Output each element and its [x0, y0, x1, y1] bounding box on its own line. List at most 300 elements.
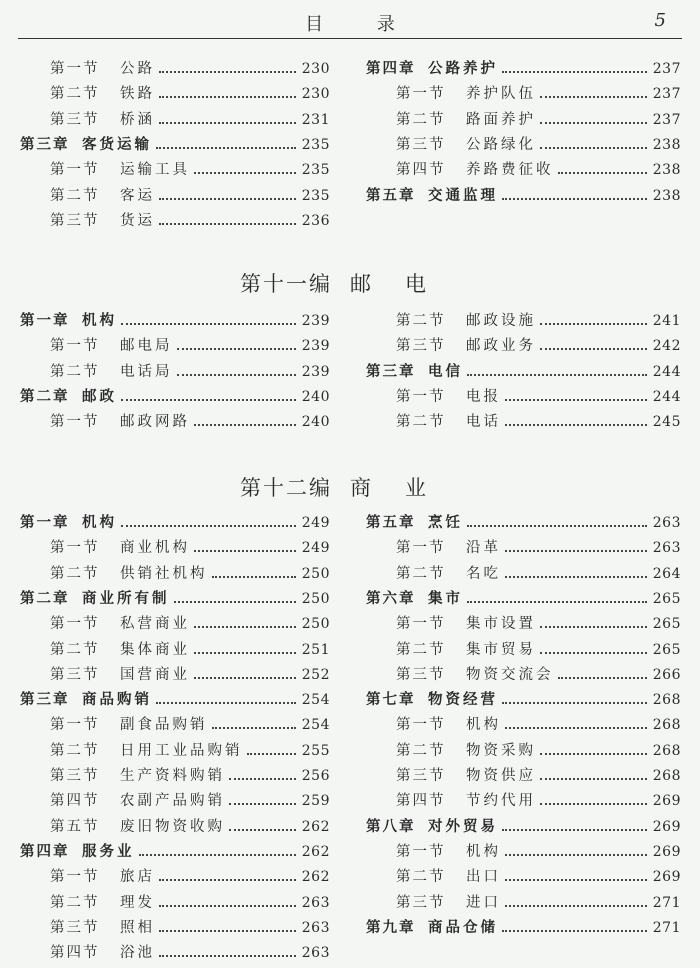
entry-page-number: 238	[652, 187, 681, 204]
entry-number: 第五章	[366, 514, 416, 531]
dot-leader	[121, 525, 296, 527]
entry-page-number: 268	[652, 768, 681, 784]
entry-page-number: 242	[652, 338, 681, 355]
entry-page-number: 239	[301, 363, 330, 380]
entry-number: 第一节	[396, 843, 446, 860]
entry-page-number: 266	[652, 666, 681, 683]
toc-chapter-entry[interactable]	[366, 916, 681, 938]
entry-number: 第三章	[20, 691, 70, 709]
dot-leader	[540, 147, 647, 149]
entry-number: 第二节	[396, 313, 446, 329]
entry-title: 邮政网路	[120, 414, 190, 431]
entry-number: 第二节	[50, 565, 100, 582]
entry-page-number: 240	[301, 388, 330, 405]
entry-page-number: 254	[301, 692, 330, 709]
dot-leader	[505, 576, 647, 578]
entry-page-number: 235	[301, 187, 330, 204]
entry-number: 第一节	[50, 414, 100, 431]
toc-section-entry[interactable]	[50, 891, 330, 913]
entry-title: 副食品购销	[120, 717, 208, 734]
dot-leader	[174, 601, 296, 603]
dot-leader	[558, 677, 647, 679]
dot-leader	[121, 323, 296, 325]
entry-title: 供销社机构	[120, 565, 208, 582]
entry-title: 生产资料购销	[120, 768, 225, 784]
entry-number: 第五章	[366, 186, 416, 204]
entry-page-number: 262	[301, 818, 330, 835]
part-number: 第十二编	[240, 476, 332, 500]
dot-leader	[159, 71, 296, 73]
entry-number: 第二节	[50, 187, 100, 204]
dot-leader	[194, 652, 296, 654]
dot-leader	[467, 374, 647, 376]
entry-title: 日用工业品购销	[120, 742, 243, 759]
toc-chapter-entry[interactable]	[366, 511, 681, 533]
entry-title: 农副产品购销	[120, 793, 225, 810]
dot-leader	[505, 905, 647, 907]
entry-page-number: 236	[301, 212, 330, 229]
toc-column	[366, 511, 681, 941]
entry-page-number: 268	[652, 692, 681, 709]
toc-section-entry[interactable]	[396, 410, 681, 432]
part-heading	[0, 268, 700, 298]
toc-section-entry[interactable]	[396, 108, 681, 130]
entry-number: 第一节	[396, 616, 446, 633]
entry-number: 第一节	[396, 717, 446, 734]
entry-title: 公路养护	[428, 60, 498, 77]
entry-page-number: 237	[652, 111, 681, 128]
dot-leader	[159, 223, 296, 225]
entry-page-number: 251	[301, 641, 330, 658]
entry-page-number: 237	[652, 61, 681, 77]
dot-leader	[502, 71, 647, 73]
toc-chapter-entry[interactable]	[20, 587, 330, 609]
dot-leader	[159, 879, 296, 881]
entry-number: 第二节	[396, 111, 446, 128]
entry-title: 物资经营	[428, 691, 498, 709]
entry-number: 第一节	[50, 869, 100, 886]
entry-title: 机构	[466, 717, 501, 734]
part-heading	[0, 472, 700, 502]
toc-section-entry[interactable]	[50, 108, 330, 130]
toc-section-entry[interactable]	[396, 865, 681, 887]
entry-title: 浴池	[120, 945, 155, 962]
toc-section-entry[interactable]	[50, 82, 330, 104]
entry-page-number: 244	[652, 363, 681, 380]
entry-page-number: 269	[652, 843, 681, 860]
part-title: 邮电	[350, 272, 460, 296]
entry-page-number: 241	[652, 313, 681, 329]
entry-page-number: 263	[301, 894, 330, 911]
toc-section-entry[interactable]	[396, 891, 681, 913]
toc-column	[366, 309, 681, 436]
entry-page-number: 240	[301, 414, 330, 431]
dot-leader	[502, 702, 647, 704]
entry-title: 养路费征收	[466, 162, 554, 179]
entry-title: 国营商业	[120, 666, 190, 683]
entry-title: 集体商业	[120, 641, 190, 658]
entry-number: 第二章	[20, 589, 70, 607]
part-number: 第十一编	[240, 272, 332, 296]
toc-section-entry[interactable]	[50, 209, 330, 231]
entry-number: 第三节	[50, 666, 100, 683]
entry-page-number: 265	[652, 616, 681, 633]
entry-title: 养护队伍	[466, 86, 536, 103]
entry-title: 机构	[82, 312, 117, 329]
entry-number: 第四节	[396, 793, 446, 810]
entry-title: 商业所有制	[82, 589, 170, 607]
toc-section-entry[interactable]	[50, 865, 330, 887]
entry-page-number: 262	[301, 869, 330, 886]
entry-title: 节约代用	[466, 793, 536, 810]
entry-page-number: 271	[652, 894, 681, 911]
dot-leader	[540, 348, 647, 350]
entry-page-number: 255	[301, 742, 330, 759]
dot-leader	[194, 677, 296, 679]
toc-chapter-entry[interactable]	[20, 511, 330, 533]
entry-number: 第三节	[396, 894, 446, 911]
entry-page-number: 249	[301, 540, 330, 557]
entry-number: 第二节	[50, 641, 100, 658]
entry-page-number: 263	[301, 945, 330, 962]
entry-number: 第三节	[396, 768, 446, 784]
entry-number: 第三节	[50, 212, 100, 229]
entry-title: 交通监理	[428, 186, 498, 204]
entry-page-number: 239	[301, 338, 330, 355]
dot-leader	[540, 652, 647, 654]
dot-leader	[159, 198, 296, 200]
entry-title: 物资供应	[466, 768, 536, 784]
dot-leader	[194, 172, 296, 174]
entry-number: 第二节	[50, 742, 100, 759]
entry-title: 集市设置	[466, 616, 536, 633]
entry-title: 名吃	[466, 565, 501, 582]
entry-number: 第四章	[366, 60, 416, 77]
toc-chapter-entry[interactable]	[366, 360, 681, 382]
toc-section-entry[interactable]	[396, 536, 681, 558]
dot-leader	[505, 399, 647, 401]
entry-title: 物资采购	[466, 742, 536, 759]
dot-leader	[156, 147, 296, 149]
toc-section-entry[interactable]	[50, 789, 330, 811]
dot-leader	[540, 96, 647, 98]
dot-leader	[194, 550, 296, 552]
toc-section-entry[interactable]	[396, 840, 681, 862]
toc-chapter-entry[interactable]	[366, 688, 681, 710]
entry-page-number: 230	[301, 61, 330, 77]
entry-page-number: 235	[301, 162, 330, 179]
entry-page-number: 265	[652, 641, 681, 658]
toc-section-entry[interactable]	[50, 739, 330, 761]
toc-section-entry[interactable]	[50, 360, 330, 382]
entry-title: 商品购销	[82, 691, 152, 709]
entry-page-number: 263	[301, 919, 330, 936]
dot-leader	[121, 399, 296, 401]
entry-page-number: 262	[301, 843, 330, 860]
toc-section-entry[interactable]	[50, 815, 330, 837]
entry-number: 第一节	[50, 162, 100, 179]
dot-leader	[159, 96, 296, 98]
toc-section-entry[interactable]	[50, 663, 330, 685]
dot-leader	[229, 829, 296, 831]
toc-section-entry[interactable]	[50, 713, 330, 735]
toc-column	[20, 57, 330, 234]
entry-number: 第一章	[20, 312, 70, 329]
entry-page-number: 244	[652, 388, 681, 405]
toc-chapter-entry[interactable]	[20, 385, 330, 407]
entry-number: 第二节	[50, 86, 100, 103]
entry-page-number: 256	[301, 768, 330, 784]
dot-leader	[505, 854, 647, 856]
toc-section-entry[interactable]	[396, 612, 681, 634]
dot-leader	[558, 172, 647, 174]
toc-section-entry[interactable]	[396, 663, 681, 685]
entry-title: 邮政业务	[466, 338, 536, 355]
dot-leader	[156, 702, 296, 704]
entry-number: 第九章	[366, 918, 416, 936]
toc-section-entry[interactable]	[50, 612, 330, 634]
entry-page-number: 263	[652, 540, 681, 557]
entry-number: 第一节	[50, 540, 100, 557]
entry-number: 第二章	[20, 387, 70, 405]
entry-title: 机构	[466, 843, 501, 860]
entry-page-number: 259	[301, 793, 330, 810]
dot-leader	[502, 930, 647, 932]
dot-leader	[505, 424, 647, 426]
entry-number: 第一节	[50, 717, 100, 734]
toc-section-entry[interactable]	[396, 158, 681, 180]
page-header	[18, 6, 682, 39]
dot-leader	[505, 727, 647, 729]
entry-title: 旅店	[120, 869, 155, 886]
part-title: 商业	[350, 476, 460, 500]
toc-section-entry[interactable]	[396, 309, 681, 331]
entry-page-number: 250	[301, 565, 330, 582]
entry-title: 电话局	[120, 363, 173, 380]
entry-title: 电话	[466, 414, 501, 431]
entry-page-number: 250	[301, 616, 330, 633]
toc-section-entry[interactable]	[396, 739, 681, 761]
entry-number: 第二节	[396, 869, 446, 886]
toc-section-entry[interactable]	[50, 764, 330, 786]
entry-title: 烹饪	[428, 514, 463, 531]
entry-title: 电信	[428, 362, 463, 380]
entry-page-number: 238	[652, 136, 681, 153]
toc-section-entry[interactable]	[396, 764, 681, 786]
entry-title: 机构	[82, 514, 117, 531]
entry-title: 商品仓储	[428, 918, 498, 936]
toc-section-entry[interactable]	[396, 82, 681, 104]
dot-leader	[159, 122, 296, 124]
entry-title: 沿革	[466, 540, 501, 557]
entry-page-number: 250	[301, 590, 330, 607]
dot-leader	[540, 122, 647, 124]
entry-number: 第一节	[50, 61, 100, 77]
entry-number: 第一节	[50, 616, 100, 633]
toc-section-entry[interactable]	[50, 638, 330, 660]
dot-leader	[229, 803, 296, 805]
toc-section-entry[interactable]	[396, 385, 681, 407]
toc-chapter-entry[interactable]	[20, 840, 330, 862]
entry-number: 第七章	[366, 691, 416, 709]
entry-number: 第二节	[50, 363, 100, 380]
entry-page-number: 238	[652, 162, 681, 179]
entry-number: 第二节	[50, 894, 100, 911]
toc-section-entry[interactable]	[50, 916, 330, 938]
entry-number: 第一节	[396, 388, 446, 405]
entry-number: 第二节	[396, 742, 446, 759]
dot-leader	[159, 905, 296, 907]
entry-title: 货运	[120, 212, 155, 229]
entry-title: 桥涵	[120, 111, 155, 128]
entry-title: 公路绿化	[466, 136, 536, 153]
entry-page-number: 269	[652, 818, 681, 835]
entry-title: 出口	[466, 869, 501, 886]
entry-title: 客货运输	[82, 135, 152, 153]
toc-section-entry[interactable]	[50, 334, 330, 356]
entry-page-number: 245	[652, 414, 681, 431]
toc-column	[20, 309, 330, 436]
toc-section-entry[interactable]	[396, 562, 681, 584]
dot-leader	[505, 550, 647, 552]
entry-title: 公路	[120, 61, 155, 77]
toc-section-entry[interactable]	[396, 789, 681, 811]
toc-section-entry[interactable]	[50, 158, 330, 180]
dot-leader	[177, 374, 296, 376]
dot-leader	[467, 525, 647, 527]
entry-number: 第八章	[366, 817, 416, 835]
entry-page-number: 230	[301, 86, 330, 103]
header-page-number: 5	[654, 10, 666, 31]
entry-title: 商业机构	[120, 540, 190, 557]
toc-section-entry[interactable]	[50, 562, 330, 584]
toc-chapter-entry[interactable]	[366, 57, 681, 79]
entry-page-number: 271	[652, 919, 681, 936]
entry-number: 第二节	[396, 414, 446, 431]
entry-number: 第三节	[396, 666, 446, 683]
entry-title: 路面养护	[466, 111, 536, 128]
toc-section-entry[interactable]	[50, 57, 330, 79]
entry-title: 服务业	[82, 842, 135, 860]
entry-number: 第四章	[20, 842, 70, 860]
entry-number: 第三章	[20, 135, 70, 153]
dot-leader	[159, 955, 296, 957]
dot-leader	[540, 753, 647, 755]
toc-chapter-entry[interactable]	[366, 184, 681, 206]
entry-number: 第三节	[50, 768, 100, 784]
entry-page-number: 265	[652, 590, 681, 607]
dot-leader	[540, 803, 647, 805]
toc-column	[366, 57, 681, 209]
dot-leader	[540, 323, 647, 325]
entry-number: 第三节	[50, 919, 100, 936]
toc-section-entry[interactable]	[50, 410, 330, 432]
dot-leader	[502, 198, 647, 200]
toc-section-entry[interactable]	[396, 638, 681, 660]
entry-title: 邮电局	[120, 338, 173, 355]
dot-leader	[247, 753, 296, 755]
dot-leader	[212, 727, 296, 729]
dot-leader	[540, 778, 647, 780]
entry-page-number: 252	[301, 666, 330, 683]
entry-number: 第二节	[396, 565, 446, 582]
entry-page-number: 237	[652, 86, 681, 103]
entry-number: 第六章	[366, 589, 416, 607]
entry-title: 铁路	[120, 86, 155, 103]
entry-number: 第二节	[396, 641, 446, 658]
toc-section-entry[interactable]	[50, 536, 330, 558]
entry-title: 电报	[466, 388, 501, 405]
toc-section-entry[interactable]	[50, 184, 330, 206]
entry-title: 集市	[428, 589, 463, 607]
entry-number: 第一节	[396, 86, 446, 103]
entry-title: 物资交流会	[466, 666, 554, 683]
dot-leader	[139, 854, 296, 856]
toc-section-entry[interactable]	[396, 133, 681, 155]
entry-title: 邮政设施	[466, 313, 536, 329]
entry-title: 对外贸易	[428, 817, 498, 835]
entry-page-number: 269	[652, 793, 681, 810]
toc-chapter-entry[interactable]	[366, 815, 681, 837]
entry-title: 私营商业	[120, 616, 190, 633]
entry-page-number: 231	[301, 111, 330, 128]
dot-leader	[177, 348, 296, 350]
entry-title: 进口	[466, 894, 501, 911]
entry-title: 邮政	[82, 387, 117, 405]
entry-page-number: 264	[652, 565, 681, 582]
entry-number: 第三节	[396, 338, 446, 355]
dot-leader	[212, 576, 296, 578]
header-title: 目 录	[305, 14, 419, 35]
entry-title: 照相	[120, 919, 155, 936]
dot-leader	[467, 601, 647, 603]
dot-leader	[505, 879, 647, 881]
entry-title: 运输工具	[120, 162, 190, 179]
entry-number: 第四节	[396, 162, 446, 179]
entry-title: 理发	[120, 894, 155, 911]
entry-number: 第一节	[50, 338, 100, 355]
entry-page-number: 239	[301, 313, 330, 329]
toc-chapter-entry[interactable]	[20, 688, 330, 710]
toc-section-entry[interactable]	[50, 941, 330, 963]
entry-page-number: 254	[301, 717, 330, 734]
dot-leader	[194, 626, 296, 628]
entry-page-number: 268	[652, 742, 681, 759]
toc-chapter-entry[interactable]	[20, 309, 330, 331]
entry-title: 客运	[120, 187, 155, 204]
entry-page-number: 235	[301, 136, 330, 153]
dot-leader	[502, 829, 647, 831]
dot-leader	[229, 778, 296, 780]
entry-number: 第五节	[50, 818, 100, 835]
entry-number: 第一章	[20, 514, 70, 531]
toc-section-entry[interactable]	[396, 713, 681, 735]
toc-chapter-entry[interactable]	[20, 133, 330, 155]
toc-chapter-entry[interactable]	[366, 587, 681, 609]
entry-page-number: 269	[652, 869, 681, 886]
dot-leader	[540, 626, 647, 628]
entry-number: 第三节	[396, 136, 446, 153]
entry-title: 集市贸易	[466, 641, 536, 658]
toc-section-entry[interactable]	[396, 334, 681, 356]
entry-page-number: 263	[652, 515, 681, 531]
entry-number: 第三节	[50, 111, 100, 128]
entry-number: 第四节	[50, 793, 100, 810]
dot-leader	[194, 424, 296, 426]
entry-number: 第一节	[396, 540, 446, 557]
entry-page-number: 249	[301, 515, 330, 531]
entry-title: 废旧物资收购	[120, 818, 225, 835]
